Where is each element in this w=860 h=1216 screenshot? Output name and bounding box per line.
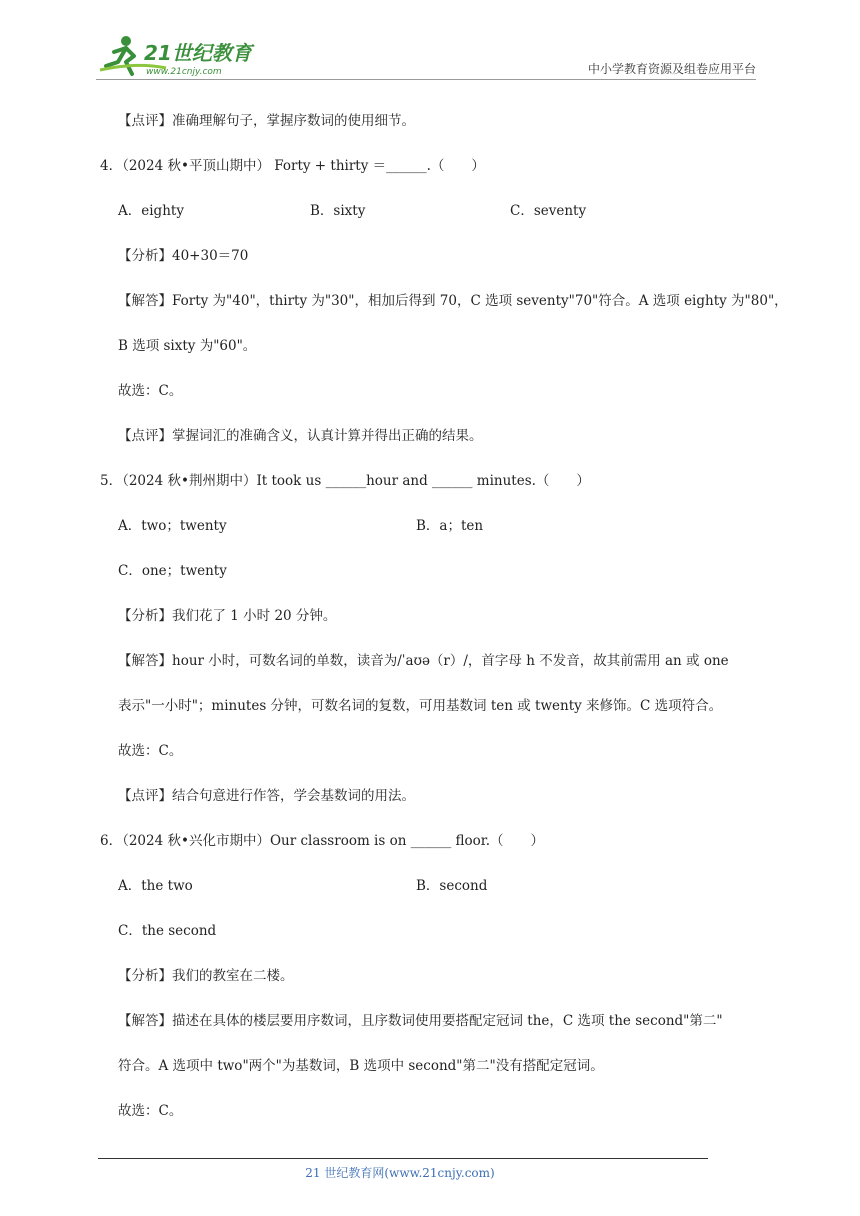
q5-comment: 【点评】结合句意进行作答，学会基数词的用法。 [118,788,415,804]
q6-option-a: A．the two [118,878,193,894]
q4-analysis: 【分析】40+30＝70 [118,248,249,264]
q6-answer-line1: 【解答】描述在具体的楼层要用序数词，且序数词使用要搭配定冠词 the，C 选项 the second"第二" [118,1013,723,1029]
q5-option-a: A．two；twenty [118,518,227,534]
q4-answer-line1: 【解答】Forty 为"40"，thirty 为"30"，相加后得到 70，C 选项 seventy"70"符合。A 选项 eighty 为"80"， [118,293,788,309]
site-slogan: 中小学教育资源及组卷应用平台 [587,62,756,76]
footer-link[interactable]: 21 世纪教育网(www.21cnjy.com) [305,1166,495,1180]
question-5: 5．（2024 秋•荆州期中）It took us ______hour and ______ minutes.（ ） [100,473,590,489]
q3-comment: 【点评】准确理解句子，掌握序数词的使用细节。 [118,113,415,129]
q4-option-c: C．seventy [510,203,587,219]
q5-answer-line2: 表示"一小时"；minutes 分钟，可数名词的复数，可用基数词 ten 或 twenty 来修饰。C 选项符合。 [118,698,723,714]
header-divider [96,79,756,80]
site-logo [96,32,266,80]
logo-text: 21世纪教育 [144,41,252,65]
q6-option-c: C．the second [118,923,217,939]
logo-url: www.21cnjy.com [146,67,222,77]
q6-analysis: 【分析】我们的教室在二楼。 [118,968,294,984]
q4-choice: 故选：C。 [118,383,183,399]
question-4: 4．（2024 秋•平顶山期中） Forty + thirty ＝______.（ ） [100,158,485,174]
q6-choice: 故选：C。 [118,1103,183,1119]
q5-answer-line1: 【解答】hour 小时，可数名词的单数，读音为/ˈaʊə（r）/，首字母 h 不发音，故其前需用 an 或 one [118,653,729,669]
q6-option-b: B．second [416,878,488,894]
q6-answer-line2: 符合。A 选项中 two"两个"为基数词，B 选项中 second"第二"没有搭配定冠词。 [118,1058,604,1074]
q5-option-b: B．a；ten [416,518,484,534]
q5-option-c: C．one；twenty [118,563,227,579]
question-6: 6．（2024 秋•兴化市期中）Our classroom is on ______ floor.（ ） [100,833,545,849]
q4-answer-line2: B 选项 sixty 为"60"。 [118,338,257,354]
q5-analysis: 【分析】我们花了 1 小时 20 分钟。 [118,608,337,624]
footer-link-wrap [0,1164,860,1181]
q4-comment: 【点评】掌握词汇的准确含义，认真计算并得出正确的结果。 [118,428,483,444]
footer-divider [98,1158,708,1159]
q4-option-b: B．sixty [310,203,366,219]
q4-option-a: A．eighty [118,203,184,219]
q5-choice: 故选：C。 [118,743,183,759]
